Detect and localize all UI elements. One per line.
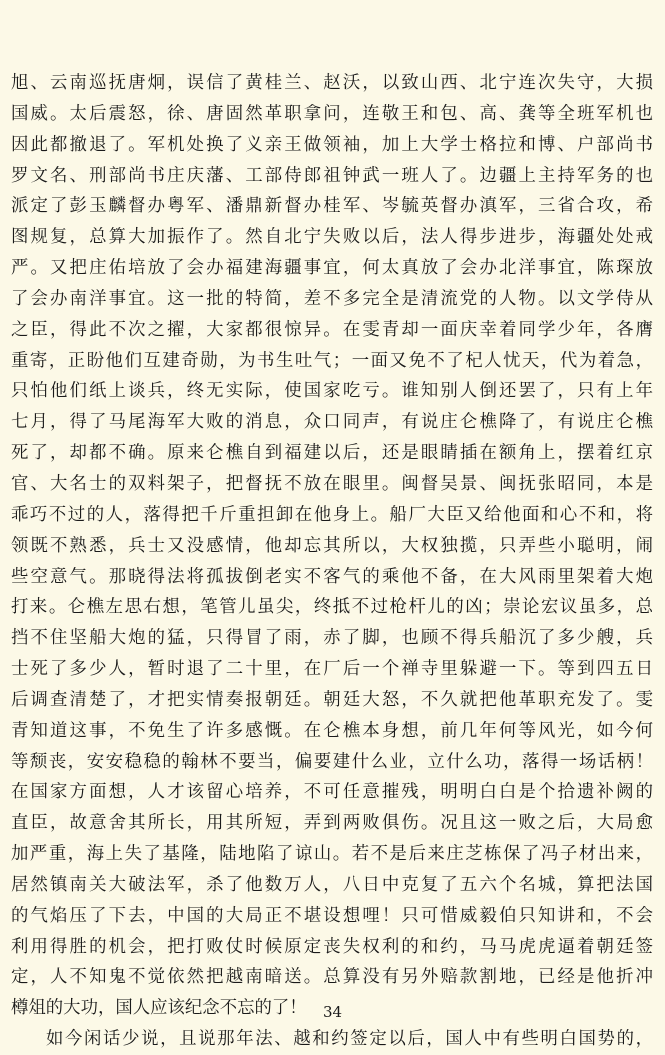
text-line: 士死了多少人，暂时退了二十里，在厂后一个禅寺里躲避一下。等到四五日 xyxy=(11,659,653,680)
text-line: 派定了彭玉麟督办粤军、潘鼎新督办桂军、岑毓英督办滇军，三省合攻，希 xyxy=(11,196,653,217)
text-line: 领既不熟悉，兵士又没感情，他却忘其所以，大权独揽，只弄些小聪明，闹 xyxy=(11,535,653,556)
paragraph-end-line: 樽俎的大功，国人应该纪念不忘的了！ xyxy=(11,998,307,1019)
text-line: 乖巧不过的人，落得把千斤重担卸在他身上。船厂大臣又给他面和心不和，将 xyxy=(11,504,653,525)
text-line: 了会办南洋事宜。这一批的特简，差不多完全是清流党的人物。以文学侍从 xyxy=(11,288,653,309)
text-line: 因此都撤退了。军机处换了义亲王做领袖，加上大学士格拉和博、户部尚书 xyxy=(11,134,653,155)
text-line: 图规复，总算大加振作了。然自北宁失败以后，法人得步进步，海疆处处戒 xyxy=(11,227,653,248)
text-line: 国威。太后震怒，徐、唐固然革职拿问，连敬王和包、高、龚等全班军机也 xyxy=(11,103,653,124)
text-line: 些空意气。那晓得法将孤拔倒老实不客气的乘他不备，在大风雨里架着大炮 xyxy=(11,566,653,587)
text-line: 罗文名、刑部尚书庄庆藩、工部侍郎祖钟武一班人了。边疆上主持军务的也 xyxy=(11,165,653,186)
text-line: 的气焰压了下去，中国的大局正不堪设想哩！只可惜威毅伯只知讲和，不会 xyxy=(11,905,653,926)
text-line: 直臣，故意舍其所长，用其所短，弄到两败俱伤。况且这一败之后，大局愈 xyxy=(11,813,653,834)
text-line: 定，人不知鬼不觉依然把越南暗送。总算没有另外赔款割地，已经是他折冲 xyxy=(11,967,653,988)
text-line: 挡不住坚船大炮的猛，只得冒了雨，赤了脚，也顾不得兵船沉了多少艘，兵 xyxy=(11,628,653,649)
text-line: 只怕他们纸上谈兵，终无实际，使国家吃亏。谁知别人倒还罢了，只有上年 xyxy=(11,381,653,402)
text-line: 在国家方面想，人才该留心培养，不可任意摧残，明明白白是个拾遗补阙的 xyxy=(11,782,653,803)
text-line: 死了，却都不确。原来仑樵自到福建以后，还是眼睛插在额角上，摆着红京 xyxy=(11,443,653,464)
text-line: 利用得胜的机会，把打败仗时候原定丧失权利的和约，马马虎虎逼着朝廷签 xyxy=(11,936,653,957)
text-line: 严。又把庄佑培放了会办福建海疆事宜，何太真放了会办北洋事宜，陈琛放 xyxy=(11,258,653,279)
text-line: 七月，得了马尾海军大败的消息，众口同声，有说庄仑樵降了，有说庄仑樵 xyxy=(11,412,653,433)
text-line: 加严重，海上失了基隆，陆地陷了谅山。若不是后来庄芝栋保了冯子材出来， xyxy=(11,844,653,865)
text-line: 打来。仑樵左思右想，笔管儿虽尖，终抵不过枪杆儿的凶；崇论宏议虽多，总 xyxy=(11,597,653,618)
text-line: 后调查清楚了，才把实情奏报朝廷。朝廷大怒，不久就把他革职充发了。雯 xyxy=(11,689,653,710)
text-line: 旭、云南巡抚唐炯，误信了黄桂兰、赵沃，以致山西、北宁连次失守，大损 xyxy=(11,73,653,93)
text-line: 官、大名士的双料架子，把督抚不放在眼里。闽督吴景、闽抚张昭同，本是 xyxy=(11,473,653,494)
text-line: 重寄，正盼他们互建奇勋，为书生吐气；一面又免不了杞人忧天，代为着急， xyxy=(11,350,653,371)
text-line: 青知道这事，不免生了许多感慨。在仑樵本身想，前几年何等风光，如今何 xyxy=(11,720,653,741)
body-text xyxy=(11,68,653,1055)
text-line: 之臣，得此不次之擢，大家都很惊异。在雯青却一面庆幸着同学少年，各膺 xyxy=(11,319,653,340)
text-line: 居然镇南关大破法军，杀了他数万人，八日中克复了五六个名城，算把法国 xyxy=(11,874,653,895)
page-number: 34 xyxy=(322,1003,343,1021)
text-line: 等颓丧，安安稳稳的翰林不要当，偏要建什么业，立什么功，落得一场话柄！ xyxy=(11,751,653,772)
paragraph-start-line: 如今闲话少说，且说那年法、越和约签定以后，国人中有些明白国势的， xyxy=(46,1029,653,1050)
